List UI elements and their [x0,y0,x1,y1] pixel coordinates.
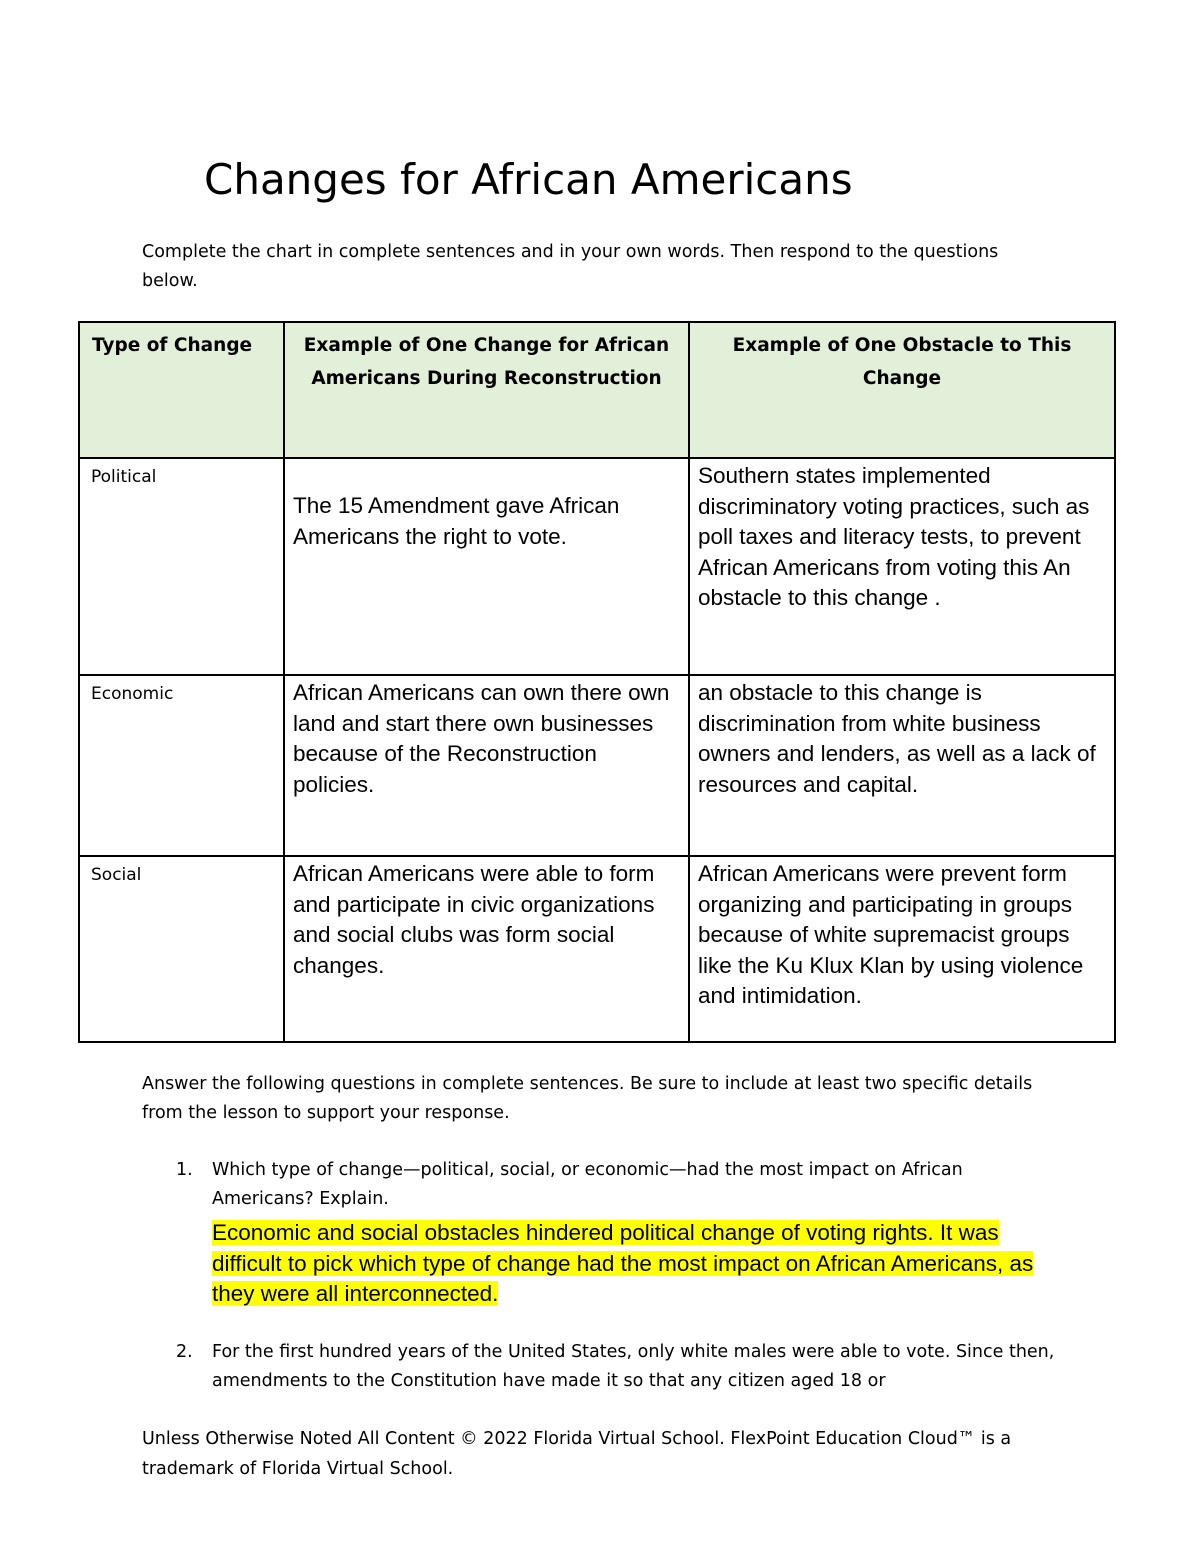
row-type-social: Social [79,856,284,1042]
header-type-of-change: Type of Change [79,322,284,458]
table-row [79,856,1115,1042]
list-item [142,1156,1062,1310]
page-title: Changes for African Americans [204,155,853,204]
answer-obstacle-economic[interactable]: an obstacle to this change is discrimination from white business owners and lenders, as well as a lack of resources and capital. [689,675,1115,856]
row-type-political: Political [79,458,284,675]
chart-header-row [79,322,1115,458]
header-example-change: Example of One Change for African Americans During Reconstruction [284,322,689,458]
changes-chart [78,321,1116,1043]
answer-change-political[interactable]: The 15 Amendment gave African Americans the right to vote. [284,458,689,675]
table-row [79,458,1115,675]
list-item [142,1338,1062,1396]
questions-intro: Answer the following questions in complete sentences. Be sure to include at least two specific details from the lesson to support your response. [142,1074,1033,1123]
answer-change-economic[interactable]: African Americans can own there own land and start there own businesses because of the Reconstruction policies. [284,675,689,856]
question-1-answer[interactable] [212,1218,1062,1310]
question-number: 1. [176,1160,193,1180]
questions-list [142,1156,1062,1396]
question-number: 2. [176,1341,193,1362]
highlighted-answer-text: Economic and social obstacles hindered political change of voting rights. It was difficult to pick which type of change had the most impact on African Americans, as they were all interconnected. [212,1220,1034,1306]
copyright-footer: Unless Otherwise Noted All Content © 2022 Florida Virtual School. FlexPoint Education Cloud™ is a trademark of Florida Virtual School. [142,1429,1012,1479]
question-2-text: For the first hundred years of the United States, only white males were able to vote. Since then, amendments to the Constitution have made it so that any citizen aged 18 or [212,1341,1055,1391]
instructions: Complete the chart in complete sentences and in your own words. Then respond to the questions below. [142,242,999,291]
answer-obstacle-social[interactable]: African Americans were prevent form organizing and participating in groups because of white supremacist groups like the Ku Klux Klan by using violence and intimidation. [689,856,1115,1042]
table-row [79,675,1115,856]
question-1-text: Which type of change—political, social, or economic—had the most impact on African Americans? Explain. [212,1160,963,1209]
header-example-obstacle: Example of One Obstacle to This Change [689,322,1115,458]
answer-change-social[interactable]: African Americans were able to form and participate in civic organizations and social clubs was form social changes. [284,856,689,1042]
row-type-economic: Economic [79,675,284,856]
answer-obstacle-political[interactable]: Southern states implemented discriminatory voting practices, such as poll taxes and literacy tests, to prevent African Americans from voting this An obstacle to this change . [689,458,1115,675]
